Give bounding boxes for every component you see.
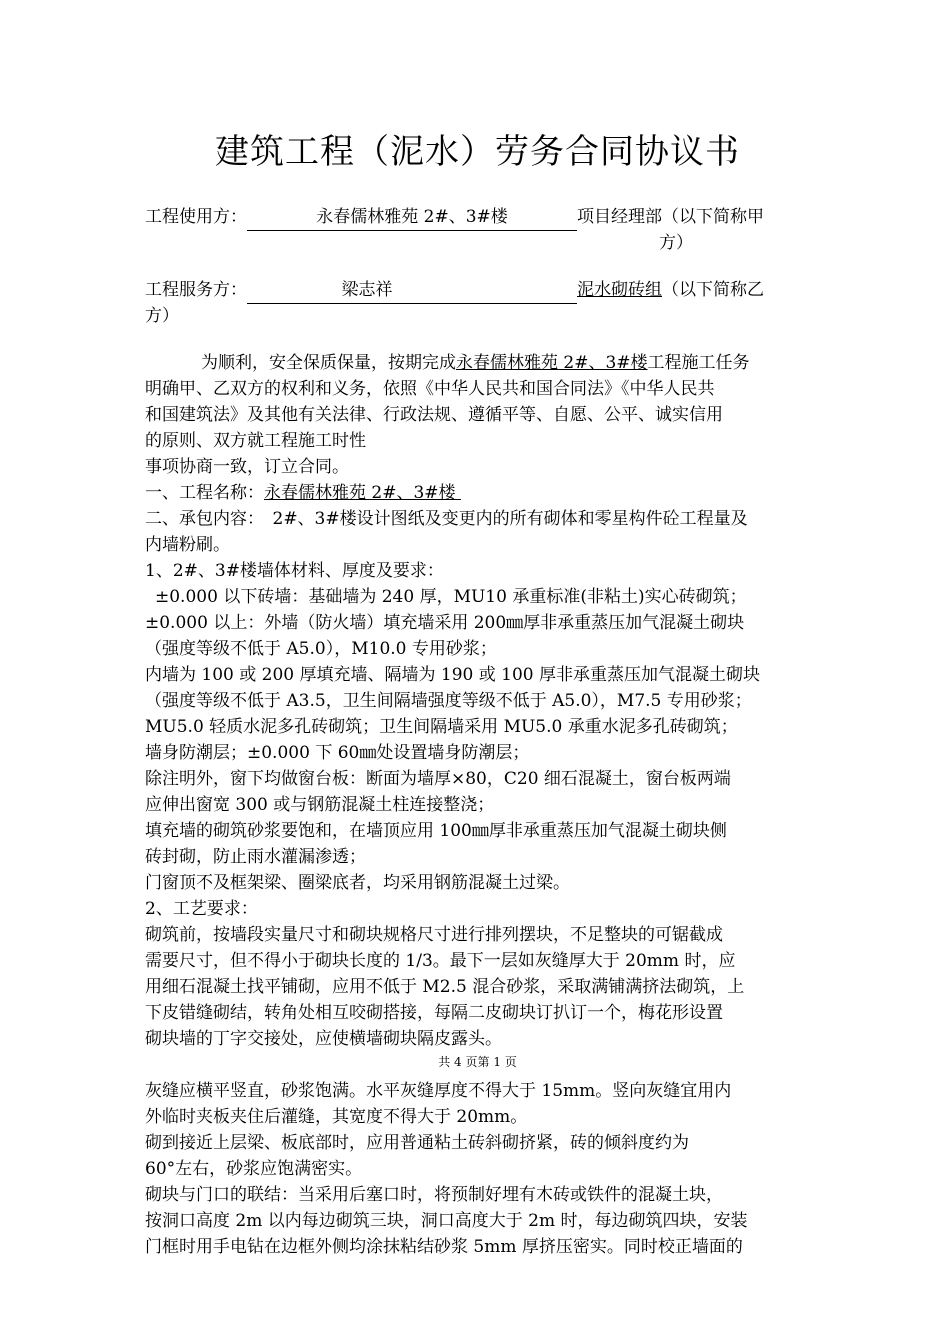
item1-line: 砖封砌，防止雨水灌漏渗透； — [145, 847, 366, 867]
document-title: 建筑工程（泥水）劳务合同协议书 — [215, 132, 740, 172]
intro-line-4: 的原则、双方就工程施工时性 — [145, 431, 366, 451]
party-b-team: 泥水砌砖组 — [577, 280, 662, 300]
intro-project-name: 永春儒林雅苑 2#、3#楼 — [456, 353, 648, 373]
item1-line: 应伸出窗宽 300 或与钢筋混凝土柱连接整浇； — [145, 795, 495, 815]
party-a-suffix-line2: 方） — [659, 233, 693, 253]
party-a-suffix: 项目经理部（以下简称甲 — [577, 207, 764, 227]
party-b-suffix: （以下简称乙 — [662, 280, 764, 300]
item1-line: 门窗顶不及框架梁、圈梁底者，均采用钢筋混凝土过梁。 — [145, 873, 570, 893]
item2-line: 需要尺寸，但不得小于砌块长度的 1/3。最下一层如灰缝厚大于 20mm 时，应 — [145, 951, 736, 971]
party-a-line — [145, 204, 810, 231]
item1-line: （强度等级不低于 A3.5，卫生间隔墙强度等级不低于 A5.0），M7.5 专用砂浆； — [145, 691, 752, 711]
page2-line: 门框时用手电钻在边框外侧均涂抹粘结砂浆 5mm 厚挤压密实。同时校正墙面的 — [145, 1237, 743, 1257]
page2-line: 外临时夹板夹住后灌缝，其宽度不得大于 20mm。 — [145, 1107, 528, 1127]
page2-line: 砌到接近上层梁、板底部时，应用普通粘土砖斜砌挤紧，砖的倾斜度约为 — [145, 1133, 689, 1153]
page-footer: 共 4 页第 1 页 — [438, 1055, 517, 1069]
item1-line: 内墙为 100 或 200 厚填充墙、隔墙为 190 或 100 厚非承重蒸压加气混凝土砌块 — [145, 665, 761, 685]
page2-line: 灰缝应横平竖直，砂浆饱满。水平灰缝厚度不得大于 15mm。竖向灰缝宜用内 — [145, 1081, 732, 1101]
page2-line: 60°左右，砂浆应饱满密实。 — [145, 1159, 363, 1179]
item2-heading: 2、工艺要求： — [145, 899, 258, 919]
intro-line-1: 为顺利，安全保质保量，按期完成永春儒林雅苑 2#、3#楼工程施工任务 — [201, 353, 750, 373]
item1-line: 墙身防潮层；±0.000 下 60㎜处设置墙身防潮层； — [145, 743, 530, 763]
section-project-name: 一、工程名称：永春儒林雅苑 2#、3#楼 — [145, 483, 456, 503]
party-b-line — [145, 277, 810, 304]
party-a-name: 永春儒林雅苑 2#、3#楼 — [247, 204, 577, 231]
section-scope-line-1: 二、承包内容： 2#、3#楼设计图纸及变更内的所有砌体和零星构件砼工程量及 — [145, 509, 748, 529]
item1-line: （强度等级不低于 A5.0），M10.0 专用砂浆； — [145, 639, 497, 659]
page2-line: 按洞口高度 2m 以内每边砌筑三块，洞口高度大于 2m 时，每边砌筑四块，安装 — [145, 1211, 748, 1231]
section-project-name-value: 永春儒林雅苑 2#、3#楼 — [264, 483, 456, 503]
item1-line: 除注明外，窗下均做窗台板：断面为墙厚×80，C20 细石混凝土，窗台板两端 — [145, 769, 731, 789]
item1-heading: 1、2#、3#楼墙体材料、厚度及要求： — [145, 561, 444, 581]
party-a-label: 工程使用方： — [145, 207, 247, 227]
item1-line: ±0.000 以上：外墙（防火墙）填充墙采用 200㎜厚非承重蒸压加气混凝土砌块 — [145, 613, 745, 633]
page2-line: 砌块与门口的联结：当采用后塞口时，将预制好埋有木砖或铁件的混凝土块， — [145, 1185, 723, 1205]
item2-line: 下皮错缝砌结，转角处相互咬砌搭接，每隔二皮砌块订扒订一个，梅花形设置 — [145, 1003, 723, 1023]
party-b-name: 梁志祥 — [247, 277, 577, 304]
intro-line-2: 明确甲、乙双方的权利和义务，依照《中华人民共和国合同法》《中华人民共 — [145, 379, 715, 399]
intro-line-3: 和国建筑法》及其他有关法律、行政法规、遵循平等、自愿、公平、诚实信用 — [145, 405, 723, 425]
item1-line: 填充墙的砌筑砂浆要饱和，在墙顶应用 100㎜厚非承重蒸压加气混凝土砌块侧 — [145, 821, 727, 841]
item1-line: ±0.000 以下砖墙：基础墙为 240 厚，MU10 承重标准(非粘土)实心砖砌筑； — [155, 587, 747, 607]
item1-line: MU5.0 轻质水泥多孔砖砌筑；卫生间隔墙采用 MU5.0 承重水泥多孔砖砌筑； — [145, 717, 738, 737]
item2-line: 砌筑前，按墙段实量尺寸和砌块规格尺寸进行排列摆块，不足整块的可锯截成 — [145, 925, 723, 945]
intro-line-5: 事项协商一致，订立合同。 — [145, 457, 349, 477]
item2-line: 砌块墙的丁字交接处，应使横墙砌块隔皮露头。 — [145, 1029, 502, 1049]
section-scope-line-2: 内墙粉刷。 — [145, 535, 230, 555]
item2-line: 用细石混凝土找平铺砌，应用不低于 M2.5 混合砂浆，采取满铺满挤法砌筑，上 — [145, 977, 745, 997]
party-b-suffix-line2: 方） — [145, 306, 179, 326]
party-b-label: 工程服务方： — [145, 280, 247, 300]
